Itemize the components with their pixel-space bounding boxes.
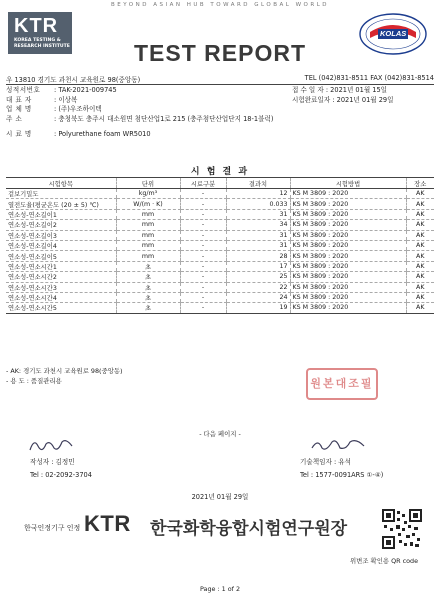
results-header-row — [6, 178, 434, 189]
accreditation-text: 한국인정기구 인정 — [24, 524, 81, 532]
ktr-wordmark: KTR — [84, 511, 131, 536]
received-date: 접 수 일 자 : 2021년 01월 15일 — [292, 86, 388, 94]
address-row — [6, 74, 434, 84]
header-unit: 단위 — [116, 178, 180, 189]
tech-manager-tel: Tel : 1577-0091ARS ①-④) — [300, 471, 384, 479]
table-row: 연소성-연소시간3 초 - 22 KS M 3809 : 2020 AK — [6, 282, 434, 292]
kolas-label: KOLAS — [380, 29, 407, 38]
table-row: 연소성-연소시간1 초 - 17 KS M 3809 : 2020 AK — [6, 261, 434, 271]
original-copy-stamp: 원본대조필 — [306, 368, 378, 400]
institute-contact: TEL (042)831-8511 FAX (042)831-8514 — [304, 74, 434, 82]
ktr-logo-text: KTR — [14, 15, 59, 37]
ceo: 대 표 자 : 이상복 — [6, 95, 78, 104]
report-number: 성적서번호 : TAK-2021-009745 — [6, 86, 117, 94]
next-page-note: - 다음 페이지 - — [199, 430, 241, 438]
note-purpose: - 용 도 : 품질관리용 — [6, 376, 62, 385]
table-row: 연소성-연소길이1 mm - 31 KS M 3809 : 2020 AK — [6, 209, 434, 219]
header-tagline: BEYOND ASIAN HUB TOWARD GLOBAL WORLD — [110, 2, 329, 8]
results-title: 시 험 결 과 — [190, 167, 250, 177]
table-row: 연소성-연소시간4 초 - 24 KS M 3809 : 2020 AK — [6, 292, 434, 302]
tech-manager-signature-icon — [310, 436, 366, 454]
report-notes — [6, 367, 123, 386]
note-location: - AK: 경기도 과천시 교육원로 98(중앙동) — [6, 367, 123, 375]
tech-manager-name: 기술책임자 : 유석 — [300, 458, 352, 466]
ktr-logo-subtitle: KOREA TESTING & RESEARCH INSTITUTE — [14, 38, 70, 49]
qr-code-icon — [382, 509, 422, 549]
tech-manager-signature-block — [300, 438, 383, 482]
header-sample-type: 시료구분 — [180, 178, 226, 189]
sample-name: 시 료 명 : Polyurethane foam WR5010 — [6, 130, 151, 139]
header-result: 결과치 — [226, 178, 290, 189]
table-row: 열전도율(평균온도 (20 ± 5) ℃) W/(m · K) - 0.033 KS M 3809 : 2020 AK — [6, 199, 434, 209]
writer-signature-icon — [28, 436, 74, 454]
page-title: TEST REPORT — [133, 40, 306, 66]
company-name: 업 체 명 : (주)우조하이텍 — [6, 105, 102, 114]
header-test-item: 시험항목 — [6, 178, 116, 189]
divider — [6, 84, 434, 85]
table-row: 연소성-연소길이4 mm - 31 KS M 3809 : 2020 AK — [6, 240, 434, 250]
company-address: 주 소 : 충청북도 충주시 대소원면 첨단산업1로 215 (충주첨단산업단지 18-1블럭) — [6, 114, 274, 123]
table-row: 연소성-연소길이2 mm - 34 KS M 3809 : 2020 AK — [6, 220, 434, 230]
report-dates — [292, 86, 394, 105]
kolas-logo — [358, 12, 428, 56]
table-row: 연소성-연소시간5 초 - 19 KS M 3809 : 2020 AK — [6, 303, 434, 313]
institute-address: 우 13810 경기도 과천시 교육원로 98(중앙동) — [6, 76, 141, 84]
table-row: 연소성-연소길이3 mm - 31 KS M 3809 : 2020 AK — [6, 230, 434, 240]
table-row: 연소성-연소시간2 초 - 25 KS M 3809 : 2020 AK — [6, 272, 434, 282]
results-table — [6, 177, 434, 314]
writer-tel: Tel : 02-2092-3704 — [30, 471, 92, 479]
writer-signature-block — [30, 438, 92, 482]
qr-label: 위변조 확인용 QR code — [350, 557, 419, 565]
issue-date: 2021년 01월 29일 — [191, 493, 249, 501]
institute-name: 한국화학융합시험연구원장 — [150, 519, 348, 539]
table-row: 겉보기밀도 kg/m³ - 12 KS M 3809 : 2020 AK — [6, 189, 434, 199]
report-meta — [6, 86, 273, 140]
header-test-method: 시험방법 — [290, 178, 406, 189]
page-number: Page : 1 of 2 — [199, 585, 241, 593]
writer-name: 작성자 : 김정민 — [30, 458, 75, 466]
header-location: 장소 — [406, 178, 434, 189]
table-row: 연소성-연소길이5 mm - 28 KS M 3809 : 2020 AK — [6, 251, 434, 261]
completed-date: 시험완료일자 : 2021년 01월 29일 — [292, 95, 394, 104]
